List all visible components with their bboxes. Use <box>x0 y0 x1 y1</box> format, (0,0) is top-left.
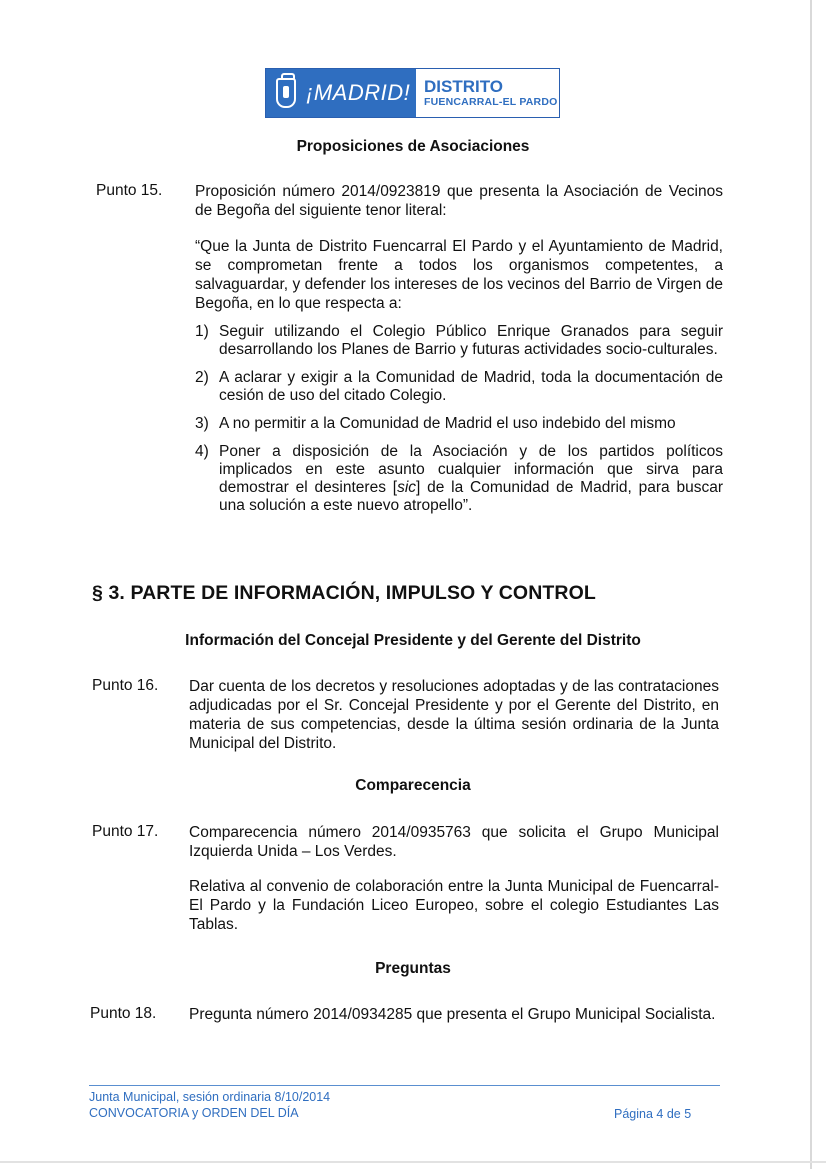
list-item <box>195 415 723 433</box>
footer-page-number: Página 4 de 5 <box>614 1107 692 1121</box>
list-item-text: A aclarar y exigir a la Comunidad de Madrid, toda la documentación de cesión de uso del citado Colegio. <box>219 369 723 404</box>
list-item <box>195 443 723 515</box>
punto-16-label: Punto 16. <box>92 677 159 694</box>
punto-15-label: Punto 15. <box>96 182 163 199</box>
sic-italic: sic <box>397 479 417 496</box>
punto-18-label: Punto 18. <box>90 1005 157 1022</box>
list-item-text <box>219 443 723 515</box>
section-3-title: § 3. PARTE DE INFORMACIÓN, IMPULSO Y CONTROL <box>92 582 596 604</box>
logo-district-name: FUENCARRAL-EL PARDO <box>424 95 558 108</box>
page-bottom-edge <box>0 1161 826 1163</box>
list-item-text: A no permitir a la Comunidad de Madrid el uso indebido del mismo <box>219 415 676 432</box>
footer-session: Junta Municipal, sesión ordinaria 8/10/2014 <box>89 1090 331 1104</box>
list-item-text-part: ] de la Comunidad de Madrid, para buscar una solución a este nuevo atropello”. <box>219 479 724 514</box>
list-item <box>195 323 723 359</box>
punto-16-text: Dar cuenta de los decretos y resoluciones adoptadas y de las contrataciones adjudicadas por el Sr. Concejal Presidente y por el Gerente del Distrito, en materia de sus competencias, desde la última sesión ordinaria de la Junta Municipal del Distrito. <box>189 678 719 752</box>
footer-divider <box>89 1085 720 1086</box>
punto-17-label: Punto 17. <box>92 823 159 840</box>
heading-preguntas: Preguntas <box>375 960 451 977</box>
punto-18-text: Pregunta número 2014/0934285 que presenta el Grupo Municipal Socialista. <box>189 1006 716 1023</box>
logo-city-text: ¡MADRID! <box>306 80 411 105</box>
heading-informacion: Información del Concejal Presidente y del Gerente del Distrito <box>185 632 641 649</box>
list-item-number: 2) <box>195 369 209 386</box>
logo-madrid-block <box>266 69 416 117</box>
punto-17-detail: Relativa al convenio de colaboración entre la Junta Municipal de Fuencarral-El Pardo y la Fundación Liceo Europeo, sobre el colegio Estudiantes Las Tablas. <box>189 878 719 933</box>
madrid-crest-icon <box>276 78 296 108</box>
list-item <box>195 369 723 405</box>
madrid-district-logo <box>265 68 560 118</box>
list-item-text: Seguir utilizando el Colegio Público Enrique Granados para seguir desarrollando los Planes de Barrio y futuras actividades socio-culturales. <box>219 323 723 358</box>
punto-17-text: Comparecencia número 2014/0935763 que solicita el Grupo Municipal Izquierda Unida – Los Verdes. <box>189 824 719 860</box>
list-item-number: 3) <box>195 415 209 432</box>
logo-district-block <box>416 69 558 117</box>
list-item-text-part: Poner a disposición de la Asociación y de los partidos políticos implicados en este asunto cualquier información que sirva para demostrar el desinteres [ <box>219 443 723 496</box>
list-item-number: 4) <box>195 443 209 460</box>
heading-proposiciones: Proposiciones de Asociaciones <box>296 138 530 155</box>
punto-15-intro: Proposición número 2014/0923819 que presenta la Asociación de Vecinos de Begoña del siguiente tenor literal: <box>195 183 723 219</box>
punto-15-quote: “Que la Junta de Distrito Fuencarral El Pardo y el Ayuntamiento de Madrid, se comprometan frente a todos los organismos competentes, a salvaguardar, y defender los intereses de los vecinos del Barrio de Virgen de Begoña, en lo que respecta a: <box>195 238 723 312</box>
footer-document: CONVOCATORIA y ORDEN DEL DÍA <box>89 1106 299 1120</box>
list-item-number: 1) <box>195 323 209 340</box>
page-edge <box>810 0 812 1169</box>
logo-district-title: DISTRITO <box>424 76 504 96</box>
punto-15-list <box>195 323 723 525</box>
heading-comparecencia: Comparecencia <box>355 777 471 794</box>
